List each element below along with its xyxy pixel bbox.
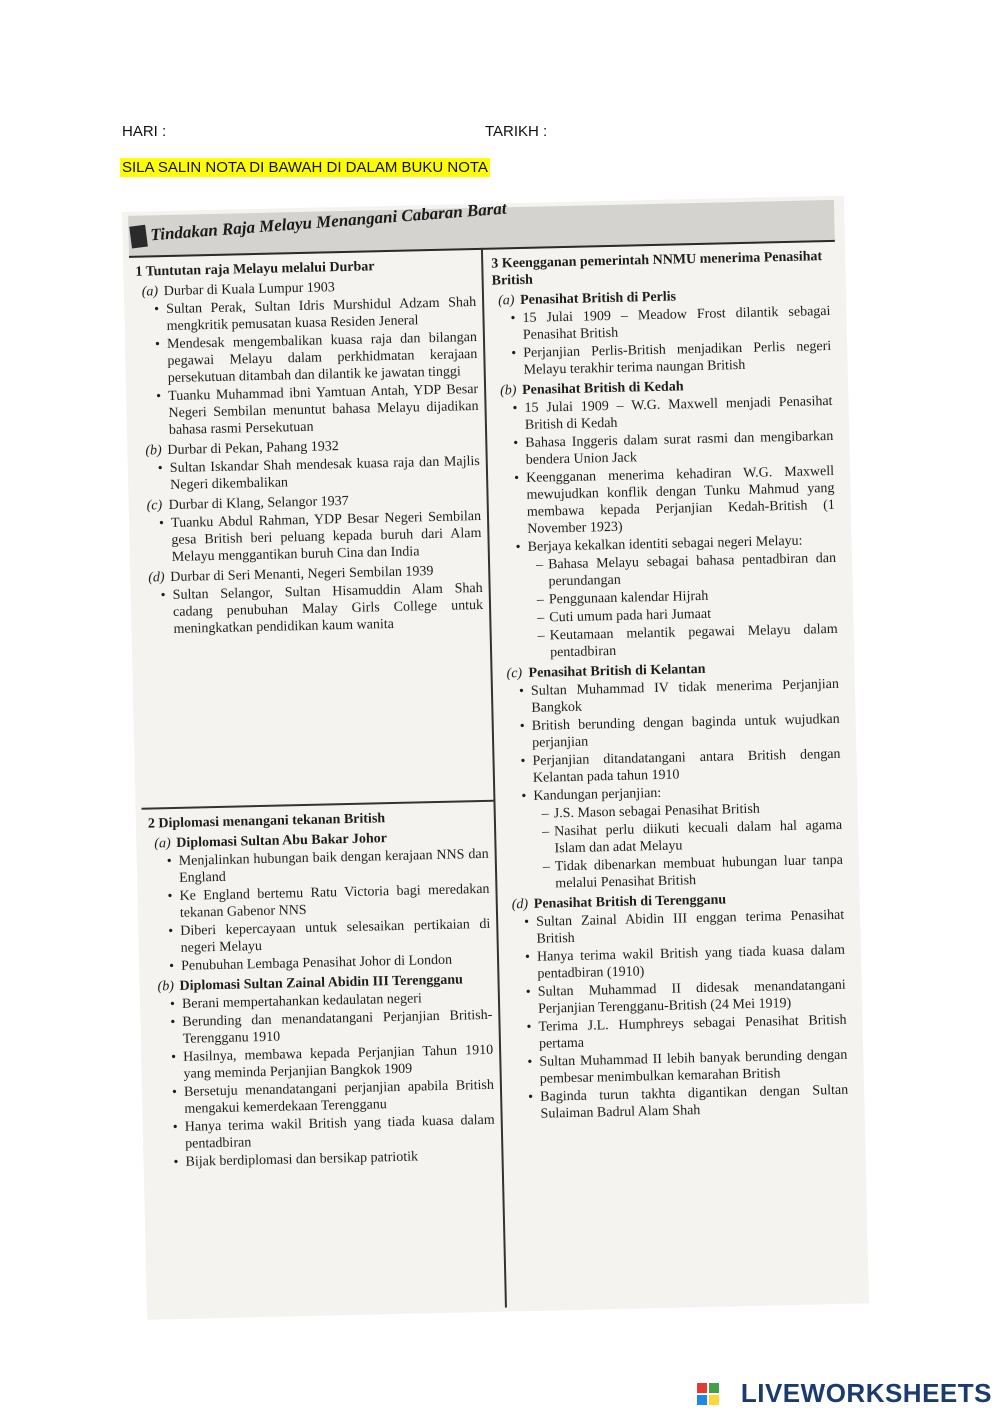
section-heading: 2 Diplomasi menangani tekanan British <box>147 811 386 832</box>
bullet-item: • Menjalinkan hubungan baik dengan kerajaan NNS dan England <box>179 846 490 887</box>
dash-list <box>528 550 838 662</box>
subsection-title: Diplomasi Sultan Abu Bakar Johor <box>176 831 388 851</box>
chapter-number-block <box>129 225 148 249</box>
bullet-item: • Perjanjian ditandatangani antara British dengan Kelantan pada tahun 1910 <box>532 746 841 787</box>
bullet-item: • Baginda turun takhta digantikan dengan Sultan Sulaiman Badrul Alam Shah <box>540 1082 849 1123</box>
dash-item: – Bahasa Melayu sebagai bahasa pentadbiran dan perundangan <box>548 550 837 591</box>
section-heading: 1 Tuntutan raja Melayu melalui Durbar <box>135 259 375 280</box>
bullet-list <box>136 294 479 440</box>
bullet-list <box>506 907 849 1124</box>
bullet-item: • Sultan Muhammad II didesak menandatangani Perjanjian Terengganu-British (24 Mei 1919) <box>538 977 847 1018</box>
bullet-item: • Mendesak mengembalikan kuasa raja dan bilangan pegawai Melayu dalam perkhidmatan kerajaan persekutuan ditambah dan dilantik ke jawatan tinggi <box>167 329 478 387</box>
section-durbar <box>135 256 483 640</box>
subsection-tag: (a) <box>497 293 515 309</box>
bullet-item: • Keengganan menerima kehadiran W.G. Maxwell mewujudkan konflik dengan Tunku Mahmud yang membawa kepada Perjanjian Kedah-British (1 November 1923) <box>526 463 835 538</box>
bullet-item: • Bersetuju menandatangani perjanjian apabila British mengakui kemerdekaan Terengganu <box>184 1077 495 1118</box>
bullet-item: • Tuanku Abdul Rahman, YDP Besar Negeri Sembilan gesa British beri peluang kepada buruh dari Alam Melayu menggantikan buruh Cina dan India <box>171 508 482 566</box>
bullet-item: • Bahasa Inggeris dalam surat rasmi dan mengibarkan bendera Union Jack <box>525 428 834 469</box>
subsection-tag: (c) <box>146 498 163 514</box>
dash-item: – Keutamaan melantik pegawai Melayu dalam pentadbiran <box>550 621 839 662</box>
dash-item: – Penggunaan kalendar Hijrah <box>549 585 837 609</box>
tarikh-label: TARIKH : <box>485 123 548 140</box>
subsection-title: Durbar di Seri Menanti, Negeri Sembilan 1939 <box>170 564 434 585</box>
bullet-list <box>501 676 842 806</box>
bullet-list <box>149 846 492 976</box>
dash-item: – Nasihat perlu diikuti kecuali dalam hal agama Islam dan adat Melayu <box>554 817 843 858</box>
bullet-item: • Hanya terima wakil British yang tiada kuasa dalam pentadbiran <box>185 1112 496 1153</box>
bullet-list <box>492 303 831 380</box>
bullet-item: • Sultan Perak, Sultan Idris Murshidul Adzam Shah mengkritik pemusatan kuasa Residen Jeneral <box>166 294 477 335</box>
bullet-item: • Berunding dan menandatangani Perjanjian British-Terengganu 1910 <box>182 1007 493 1048</box>
bullet-item: • Tuanku Muhammad ibni Yamtuan Antah, YDP Besar Negeri Sembilan menuntut bahasa Melayu dijadikan bahasa rasmi Persekutuan <box>168 381 479 439</box>
subsection-tag: (b) <box>157 979 175 995</box>
subsection-tag: (b) <box>145 443 162 459</box>
bullet-item: • Sultan Iskandar Shah mendesak kuasa raja dan Majlis Negeri dikembalikan <box>170 453 481 494</box>
bullet-item: • Ke England bertemu Ratu Victoria bagi meredakan tekanan Gabenor NNS <box>179 881 490 922</box>
subsection-title: Diplomasi Sultan Zainal Abidin III Terengganu <box>179 972 464 994</box>
bullet-item: • Sultan Muhammad II lebih banyak berunding dengan pembesar menimbulkan kemarahan British <box>539 1047 848 1088</box>
bullet-list <box>152 989 496 1172</box>
bullet-item: • Diberi kepercayaan untuk selesaikan pertikaian di negeri Melayu <box>180 916 491 957</box>
bullet-item: • Perjanjian Perlis-British menjadikan Perlis negeri Melayu terakhir terima naungan British <box>523 338 832 379</box>
instruction-highlight: SILA SALIN NOTA DI BAWAH DI DALAM BUKU NOTA <box>122 159 488 176</box>
bullet-item: • Berjaya kekalkan identiti sebagai negeri Melayu: <box>528 532 836 556</box>
subsection-title: Durbar di Pekan, Pahang 1932 <box>167 439 340 459</box>
bullet-list <box>143 580 484 639</box>
bullet-item: • Bijak berdiplomasi dan bersikap patriotik <box>185 1147 495 1171</box>
subsection-tag: (d) <box>148 570 165 586</box>
bullet-item: • British berunding dengan baginda untuk wujudkan perjanjian <box>532 711 841 752</box>
bullet-item: • Kandungan perjanjian: <box>533 781 841 805</box>
subsection-title: Penasihat British di Kedah <box>521 379 684 398</box>
bullet-item: • Hasilnya, membawa kepada Perjanjian Tahun 1910 yang meminda Perjanjian Bangkok 1909 <box>183 1042 494 1083</box>
bullet-item: • Sultan Selangor, Sultan Hisamuddin Alam Shah cadang penubuhan Malay Girls College untuk meningkatkan pendidikan kaum wanita <box>173 580 484 638</box>
dash-item: – Tidak dibenarkan membuat hubungan luar tanpa melalui Penasihat British <box>555 852 844 893</box>
subsection-title: Durbar di Kuala Lumpur 1903 <box>163 280 336 300</box>
section-diplomasi <box>148 808 496 1173</box>
bullet-item: • 15 Julai 1909 – W.G. Maxwell menjadi Penasihat British di Kedah <box>524 393 833 434</box>
dash-list <box>534 799 844 893</box>
subsection-tag: (d) <box>511 896 529 913</box>
liveworksheets-brand[interactable]: LIVEWORKSHEETS <box>740 1378 992 1408</box>
dash-item: – Cuti umum pada hari Jumaat <box>549 603 837 627</box>
subsection-title: Durbar di Klang, Selangor 1937 <box>168 493 349 514</box>
bullet-list <box>140 453 481 495</box>
bullet-item: • Sultan Zainal Abidin III enggan terima Penasihat British <box>536 907 845 948</box>
section-heading: 3 Keengganan pemerintah NNMU menerima Penasihat British <box>491 249 823 289</box>
bullet-item: • Hanya terima wakil British yang tiada kuasa dalam pentadbiran (1910) <box>537 942 846 983</box>
subsection-tag: (a) <box>141 284 159 300</box>
section-penasihat <box>491 248 849 1124</box>
subsection-tag: (c) <box>506 666 523 682</box>
hari-label: HARI : <box>122 123 167 140</box>
bullet-list <box>141 508 482 567</box>
liveworksheets-logo-icon <box>697 1383 719 1405</box>
subsection-title: Penasihat British di Perlis <box>519 289 677 308</box>
bullet-item: • Berani mempertahankan kedaulatan negeri <box>182 989 492 1013</box>
section-divider <box>142 800 494 809</box>
subsection-tag: (a) <box>154 836 171 852</box>
subsection-title: Penasihat British di Kelantan <box>528 661 706 681</box>
bullet-item: • Penubuhan Lembaga Penasihat Johor di London <box>181 951 491 975</box>
bullet-item: • Terima J.L. Humphreys sebagai Penasihat British pertama <box>538 1012 847 1053</box>
bullet-list <box>494 393 835 557</box>
bullet-item: • Sultan Muhammad IV tidak menerima Perjanjian Bangkok <box>531 676 840 717</box>
page-title: Tindakan Raja Melayu Menangani Cabaran Barat <box>149 198 508 245</box>
subsection-tag: (b) <box>499 383 517 399</box>
dash-item: – J.S. Mason sebagai Penasihat British <box>554 799 842 823</box>
bullet-item: • 15 Julai 1909 – Meadow Frost dilantik sebagai Penasihat British <box>522 303 831 344</box>
subsection-title: Penasihat British di Terengganu <box>533 892 727 912</box>
scanned-note-page <box>122 196 869 1320</box>
